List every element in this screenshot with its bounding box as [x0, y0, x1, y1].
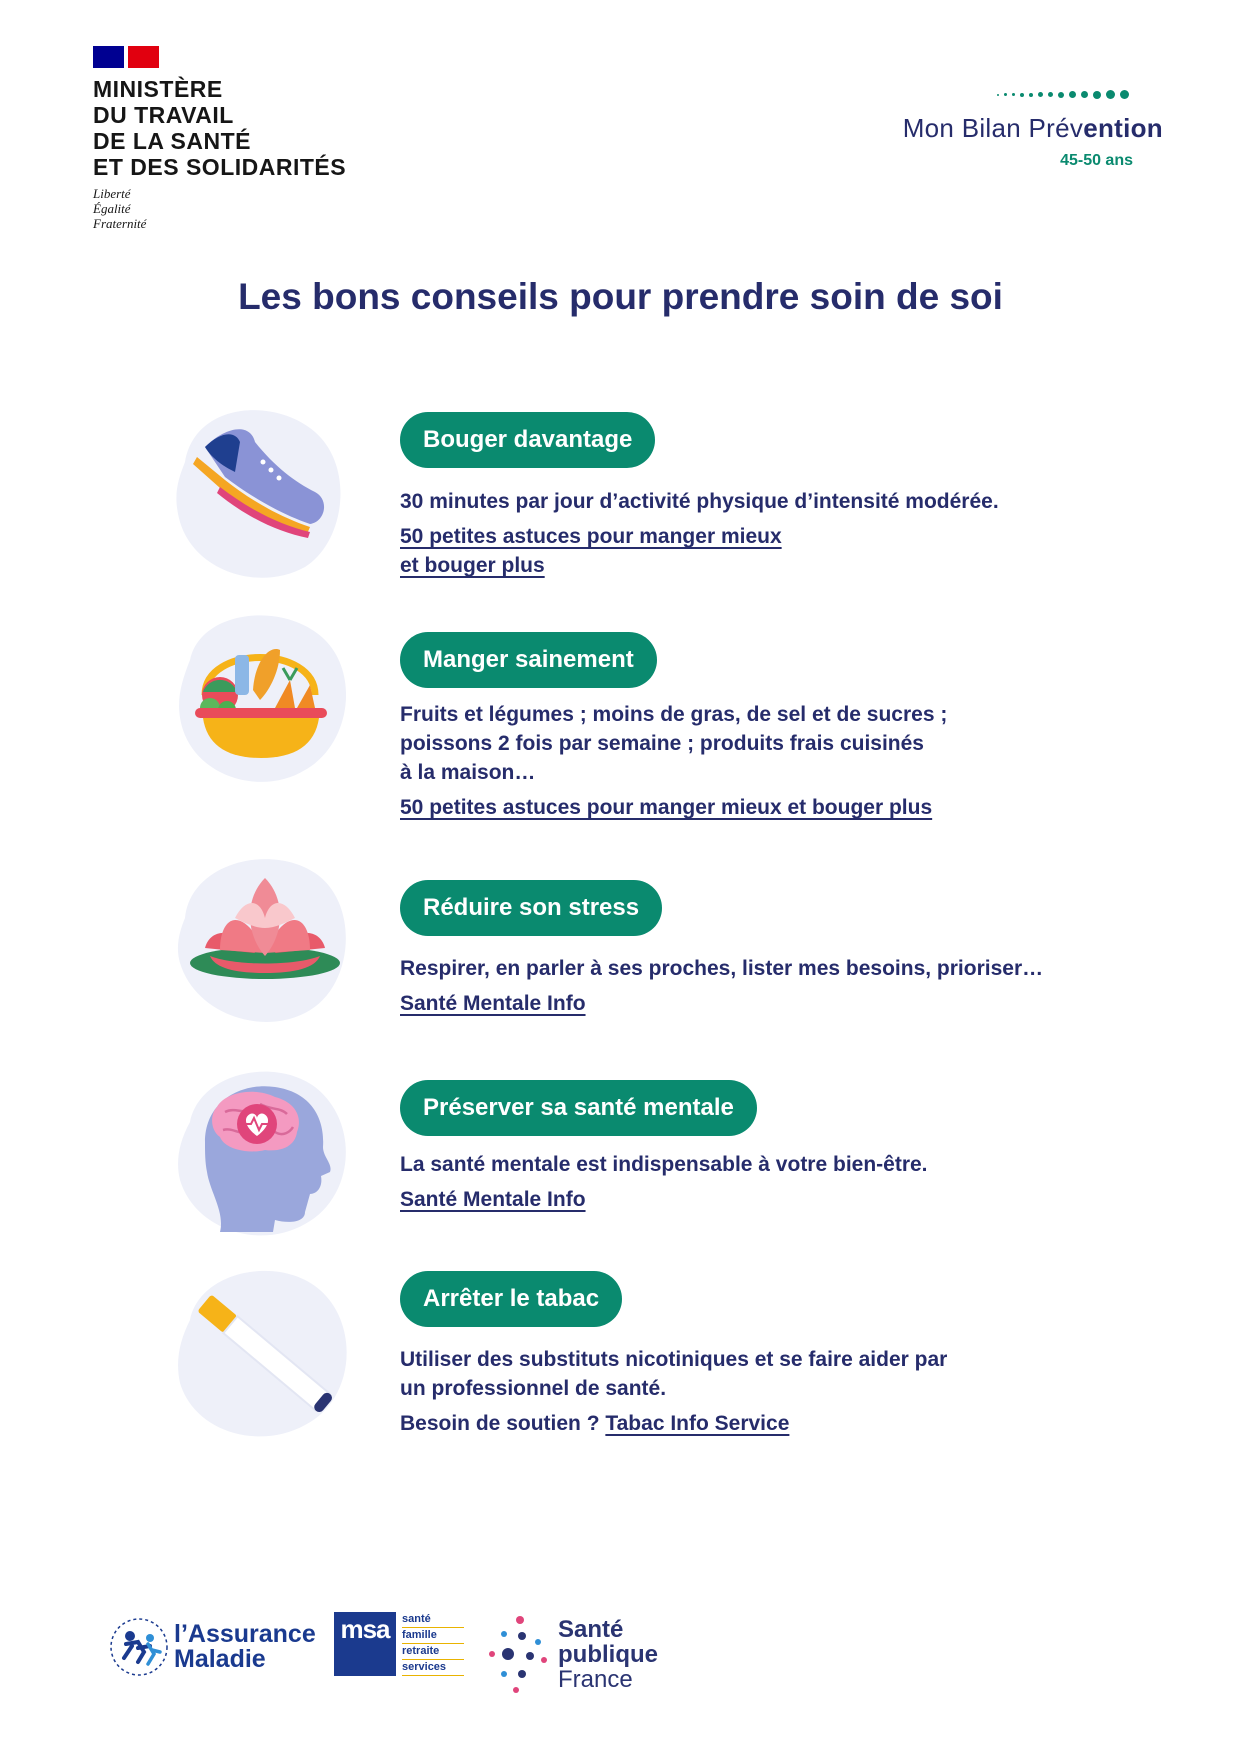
advice-text: Utiliser des substituts nicotiniques et se faire aider par un professionnel de santé.	[400, 1348, 948, 1400]
advice-link-tabac-info[interactable]: Tabac Info Service	[605, 1412, 790, 1435]
advice-title: Bouger davantage	[400, 412, 655, 468]
food-basket-icon	[165, 600, 365, 800]
republic-motto: Liberté Égalité Fraternité	[93, 186, 147, 231]
dots-decoration-icon	[893, 90, 1129, 99]
page-title: Les bons conseils pour prendre soin de soi	[238, 276, 1003, 317]
advice-link-astuces[interactable]: 50 petites astuces pour manger mieux et bouger plus	[400, 796, 933, 819]
advice-text: Respirer, en parler à ses proches, lister mes besoins, prioriser…	[400, 957, 1044, 980]
running-figures-icon	[108, 1616, 170, 1678]
program-age: 45-50 ans	[1060, 152, 1133, 169]
advice-support: Besoin de soutien ? Tabac Info Service	[400, 1412, 790, 1435]
sante-publique-france-name: Santé publique France	[558, 1615, 658, 1693]
dots-network-icon	[486, 1612, 550, 1696]
advice-link-sante-mentale[interactable]: Santé Mentale Info	[400, 1188, 586, 1211]
advice-body	[400, 1150, 1120, 1214]
assurance-maladie-name: l’Assurance Maladie	[174, 1620, 316, 1673]
advice-text: La santé mentale est indispensable à votre bien-être.	[400, 1153, 928, 1176]
lotus-icon	[165, 838, 365, 1038]
advice-text: Fruits et légumes ; moins de gras, de sel et de sucres ; poissons 2 fois par semaine ; produits frais cuisinés à la maison…	[400, 703, 948, 784]
cigarette-icon	[165, 1255, 365, 1455]
advice-body	[400, 954, 1120, 1018]
shoe-icon	[165, 392, 365, 592]
republic-flag-icon	[93, 46, 159, 68]
partner-logos	[108, 1612, 708, 1712]
advice-body	[400, 487, 1120, 580]
advice-title: Réduire son stress	[400, 880, 662, 936]
advice-title: Préserver sa santé mentale	[400, 1080, 757, 1136]
advice-body	[400, 1345, 1120, 1438]
advice-link-sante-mentale[interactable]: Santé Mentale Info	[400, 992, 586, 1015]
advice-text: 30 minutes par jour d’activité physique d’intensité modérée.	[400, 490, 999, 513]
msa-mark: msa	[334, 1612, 396, 1676]
advice-title: Arrêter le tabac	[400, 1271, 622, 1327]
program-logo	[893, 90, 1163, 170]
advice-title: Manger sainement	[400, 632, 657, 688]
assurance-maladie-logo	[108, 1616, 316, 1678]
sante-publique-france-logo	[486, 1612, 658, 1696]
ministry-logo	[93, 46, 393, 231]
ministry-name: MINISTÈRE DU TRAVAIL DE LA SANTÉ ET DES SOLIDARITÉS	[93, 76, 347, 180]
advice-link-astuces[interactable]: 50 petites astuces pour manger mieux et bouger plus	[400, 525, 782, 577]
msa-tagline: santé famille retraite services	[402, 1612, 464, 1676]
advice-body	[400, 700, 1120, 822]
msa-logo	[334, 1612, 464, 1676]
head-brain-icon	[165, 1052, 365, 1252]
program-title: Mon Bilan Prévention	[902, 113, 1163, 143]
